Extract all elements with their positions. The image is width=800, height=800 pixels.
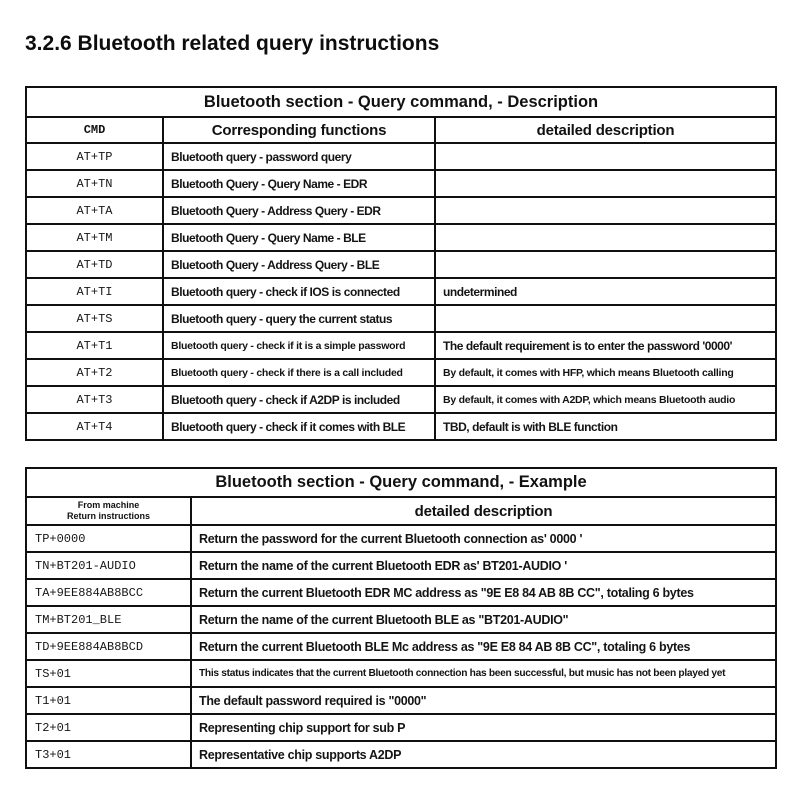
column-header-description: detailed description: [435, 117, 776, 143]
table-row: [26, 251, 776, 278]
return-cell: T2+01: [26, 714, 191, 741]
table-row: [26, 413, 776, 440]
function-cell: Bluetooth query - check if it is a simple password: [163, 332, 435, 359]
description-cell: Representative chip supports A2DP: [191, 741, 776, 768]
table-row: [26, 660, 776, 687]
table-row: [26, 606, 776, 633]
function-cell: Bluetooth Query - Address Query - BLE: [163, 251, 435, 278]
table-row: [26, 224, 776, 251]
description-cell: Return the current Bluetooth BLE Mc address as "9E E8 84 AB 8B CC", totaling 6 bytes: [191, 633, 776, 660]
description-cell: [435, 224, 776, 251]
function-cell: Bluetooth query - password query: [163, 143, 435, 170]
column-header-functions: Corresponding functions: [163, 117, 435, 143]
table-row: [26, 278, 776, 305]
table-row: [26, 741, 776, 768]
function-cell: Bluetooth query - check if it comes with BLE: [163, 413, 435, 440]
column-header-return: [26, 497, 191, 525]
cmd-cell: AT+TI: [26, 278, 163, 305]
cmd-cell: AT+TS: [26, 305, 163, 332]
description-cell: This status indicates that the current Bluetooth connection has been successful, but music has not been played yet: [191, 660, 776, 687]
description-cell: Return the current Bluetooth EDR MC address as "9E E8 84 AB 8B CC", totaling 6 bytes: [191, 579, 776, 606]
function-cell: Bluetooth query - query the current status: [163, 305, 435, 332]
function-cell: Bluetooth Query - Query Name - BLE: [163, 224, 435, 251]
table-row: [26, 525, 776, 552]
description-table: [25, 86, 777, 441]
function-cell: Bluetooth query - check if there is a call included: [163, 359, 435, 386]
description-cell: Return the password for the current Bluetooth connection as' 0000 ': [191, 525, 776, 552]
table-row: [26, 197, 776, 224]
return-header-line1: From machine: [77, 500, 140, 511]
table-row: [26, 386, 776, 413]
table-row: [26, 714, 776, 741]
function-cell: Bluetooth Query - Query Name - EDR: [163, 170, 435, 197]
cmd-cell: AT+TM: [26, 224, 163, 251]
table-title-row: [26, 87, 776, 117]
cmd-cell: AT+T3: [26, 386, 163, 413]
table-row: [26, 332, 776, 359]
description-cell: [435, 170, 776, 197]
table-row: [26, 170, 776, 197]
function-cell: Bluetooth Query - Address Query - EDR: [163, 197, 435, 224]
document-page: [0, 31, 800, 800]
return-cell: TA+9EE884AB8BCC: [26, 579, 191, 606]
table-title: Bluetooth section - Query command, - Description: [26, 87, 776, 117]
cmd-cell: AT+T1: [26, 332, 163, 359]
function-cell: Bluetooth query - check if A2DP is included: [163, 386, 435, 413]
description-cell: [435, 251, 776, 278]
table-row: [26, 552, 776, 579]
example-table: [25, 467, 777, 769]
table-row: [26, 579, 776, 606]
return-header-line2: Return instructions: [66, 511, 150, 521]
function-cell: Bluetooth query - check if IOS is connected: [163, 278, 435, 305]
description-cell: Representing chip support for sub P: [191, 714, 776, 741]
table-header-row: [26, 117, 776, 143]
table-header-row: [26, 497, 776, 525]
cmd-cell: AT+TP: [26, 143, 163, 170]
cmd-cell: AT+TD: [26, 251, 163, 278]
description-cell: Return the name of the current Bluetooth EDR as' BT201-AUDIO ': [191, 552, 776, 579]
section-heading: 3.2.6 Bluetooth related query instructions: [25, 32, 440, 55]
table-title-row: [26, 468, 776, 497]
table-row: [26, 359, 776, 386]
description-cell: undetermined: [435, 278, 776, 305]
cmd-cell: AT+T4: [26, 413, 163, 440]
column-header-cmd: CMD: [26, 117, 163, 143]
table-row: [26, 143, 776, 170]
return-cell: T1+01: [26, 687, 191, 714]
return-cell: TD+9EE884AB8BCD: [26, 633, 191, 660]
description-cell: Return the name of the current Bluetooth BLE as "BT201-AUDIO": [191, 606, 776, 633]
cmd-cell: AT+TN: [26, 170, 163, 197]
return-cell: TM+BT201_BLE: [26, 606, 191, 633]
description-cell: By default, it comes with HFP, which means Bluetooth calling: [435, 359, 776, 386]
description-cell: [435, 143, 776, 170]
description-cell: The default password required is "0000": [191, 687, 776, 714]
table-title: Bluetooth section - Query command, - Example: [26, 468, 776, 497]
description-cell: [435, 305, 776, 332]
return-cell: T3+01: [26, 741, 191, 768]
column-header-description: detailed description: [191, 497, 776, 525]
cmd-cell: AT+T2: [26, 359, 163, 386]
return-cell: TN+BT201-AUDIO: [26, 552, 191, 579]
description-cell: TBD, default is with BLE function: [435, 413, 776, 440]
description-cell: [435, 197, 776, 224]
table-row: [26, 305, 776, 332]
return-cell: TS+01: [26, 660, 191, 687]
table-row: [26, 633, 776, 660]
table-row: [26, 687, 776, 714]
description-cell: By default, it comes with A2DP, which means Bluetooth audio: [435, 386, 776, 413]
cmd-cell: AT+TA: [26, 197, 163, 224]
description-cell: The default requirement is to enter the password '0000': [435, 332, 776, 359]
return-cell: TP+0000: [26, 525, 191, 552]
